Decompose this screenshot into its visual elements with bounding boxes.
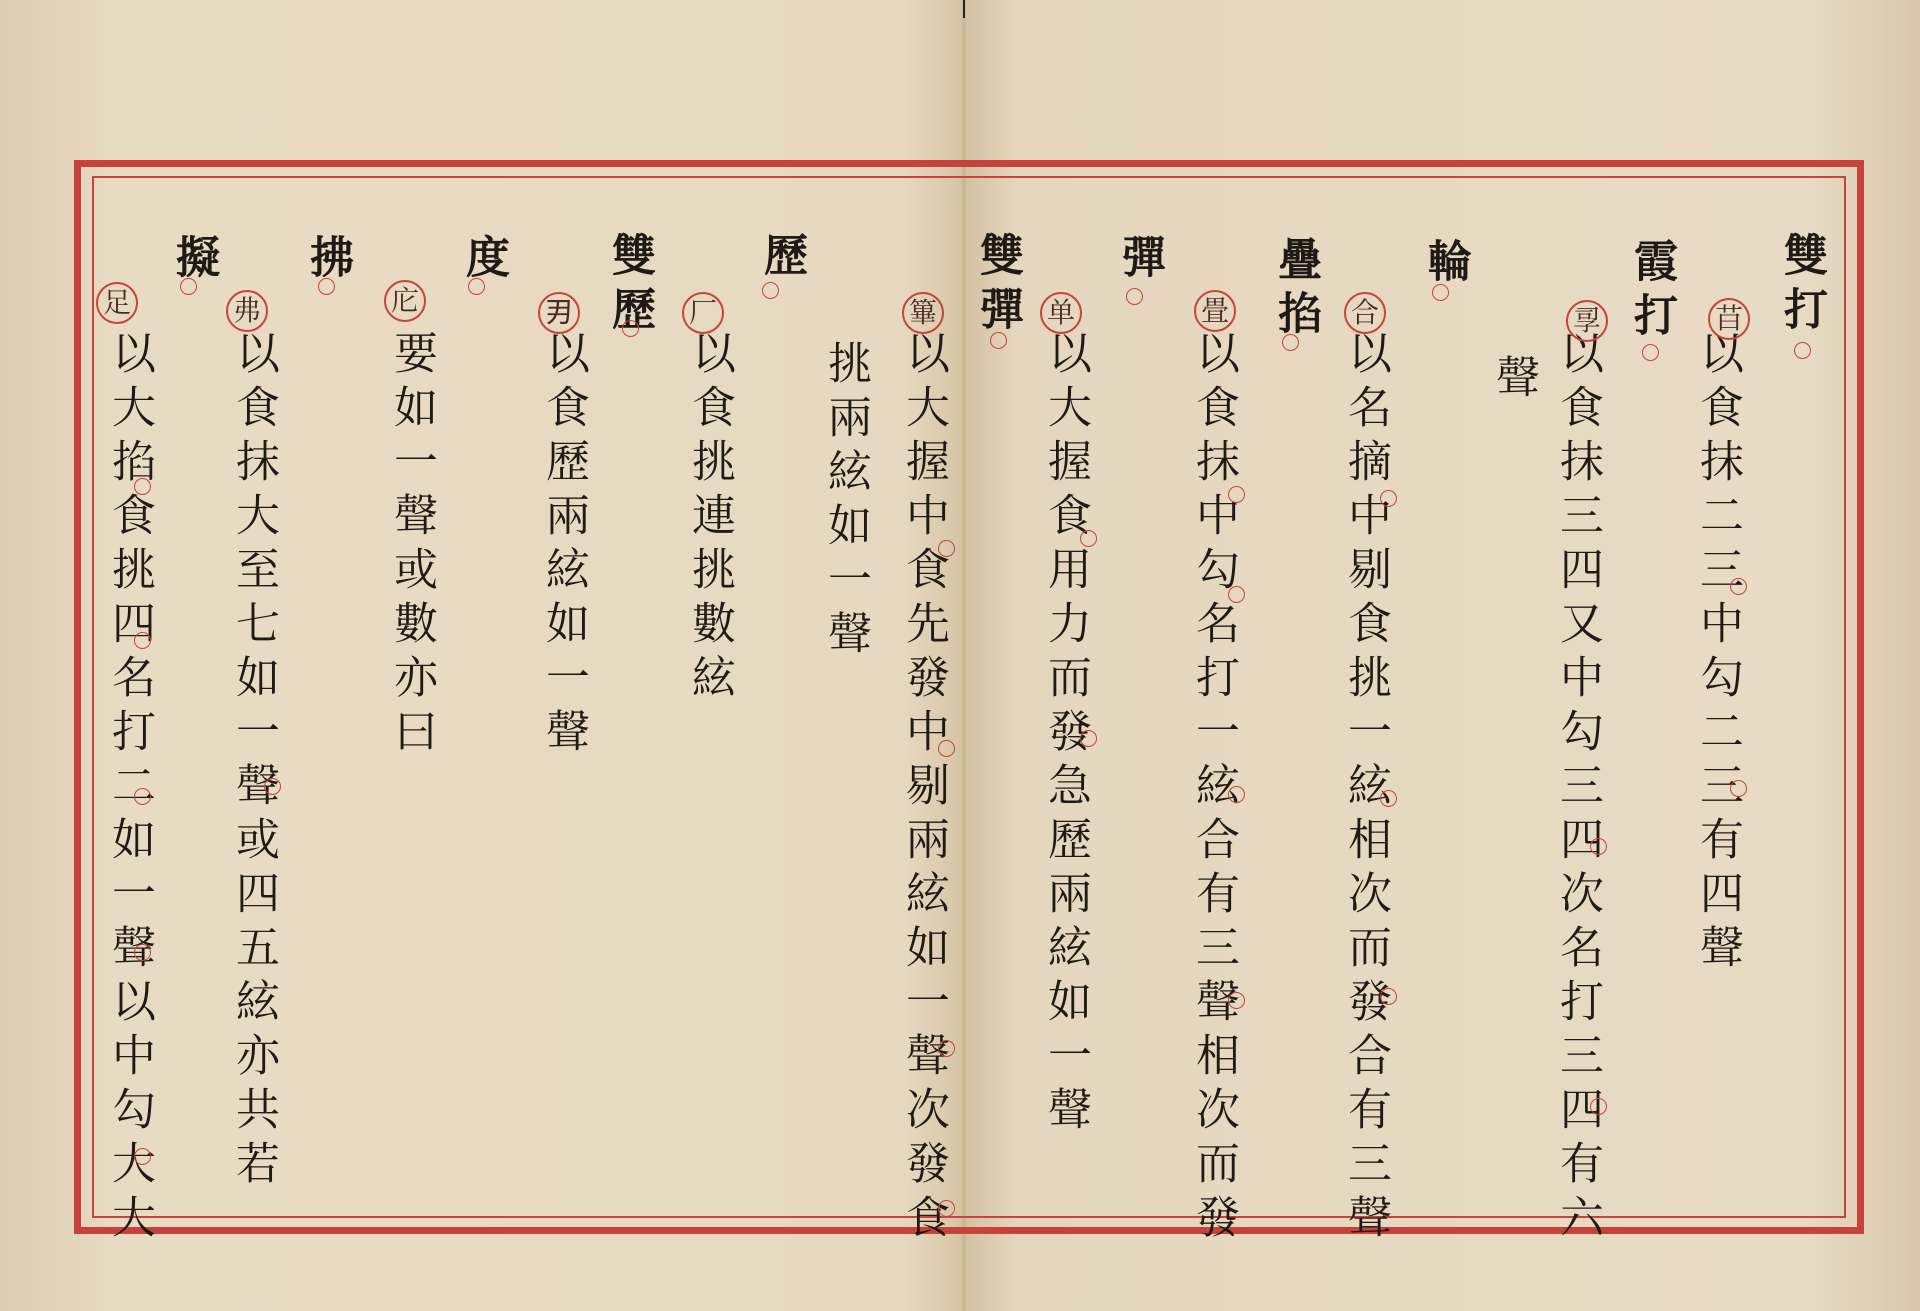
punct-circle <box>1228 586 1245 603</box>
heading-lun: 輪 <box>1420 238 1471 292</box>
abbr-circle-10: 弗 <box>226 290 268 332</box>
punct-circle <box>1590 1098 1607 1115</box>
heading-xia-da: 霞打 <box>1626 238 1677 346</box>
text-col-6: 以大握食用力而發急歷兩絃如一聲 <box>1040 330 1091 1140</box>
punct-circle <box>1380 988 1397 1005</box>
punct-circle <box>1228 486 1245 503</box>
punct-circle <box>1282 334 1299 351</box>
text-col-5: 以食抹中勾名打一絃合有三聲相次而發 <box>1188 330 1239 1248</box>
heading-du: 度 <box>458 234 509 288</box>
punct-circle <box>1228 786 1245 803</box>
punct-circle <box>1642 344 1659 361</box>
punct-circle <box>990 332 1007 349</box>
text-col-8: 挑兩絃如一聲 <box>820 340 871 664</box>
punct-circle <box>938 1200 955 1217</box>
text-col-3: 聲 <box>1488 354 1539 408</box>
heading-shuang-tan: 雙彈 <box>972 232 1023 340</box>
heading-die-qia: 疊掐 <box>1270 236 1321 344</box>
punct-circle <box>1730 780 1747 797</box>
abbr-circle-4: 畳 <box>1194 290 1236 332</box>
gutter-mark <box>963 0 965 18</box>
heading-li: 歷 <box>756 232 807 286</box>
punct-circle <box>1432 284 1449 301</box>
text-col-11: 要如一聲或數亦曰 <box>386 330 437 762</box>
punct-circle <box>134 944 151 961</box>
text-col-10: 以食歷兩絃如一聲 <box>538 330 589 762</box>
text-col-7: 以大握中食先發中剔兩絃如一聲次發食 <box>898 330 949 1248</box>
abbr-circle-5: 单 <box>1040 292 1082 334</box>
abbr-circle-9: 庀 <box>384 280 426 322</box>
heading-shuang-da: 雙打 <box>1776 232 1827 340</box>
punct-circle <box>264 778 281 795</box>
punct-circle <box>180 278 197 295</box>
text-col-4: 以名摘中剔食挑一絃相次而發合有三聲 <box>1340 330 1391 1248</box>
abbr-circle-3: 合 <box>1344 292 1386 334</box>
punct-circle <box>318 278 335 295</box>
text-col-12: 以食抹大至七如一聲或四五絃亦共若 <box>228 330 279 1194</box>
punct-circle <box>134 788 151 805</box>
abbr-circle-7: 厂 <box>682 292 724 334</box>
punct-circle <box>1380 790 1397 807</box>
heading-tan: 彈 <box>1114 234 1165 288</box>
punct-circle <box>622 320 639 337</box>
abbr-circle-8: 𭃂 <box>538 292 580 334</box>
punct-circle <box>1080 530 1097 547</box>
punct-circle <box>1126 288 1143 305</box>
punct-circle <box>938 1040 955 1057</box>
punct-circle <box>1228 992 1245 1009</box>
text-col-13: 以大掐食挑四名打二如一聲以中勾大大 <box>104 330 155 1248</box>
punct-circle <box>134 632 151 649</box>
abbr-circle-1: 䒤 <box>1708 298 1750 340</box>
punct-circle <box>938 740 955 757</box>
text-col-1: 以食抹二三中勾二三有四聲 <box>1692 330 1743 978</box>
heading-shuang-li: 雙歷 <box>604 232 655 340</box>
text-col-2: 以食抹三四又中勾三四次名打三四有六 <box>1552 330 1603 1248</box>
punct-circle <box>1730 578 1747 595</box>
punct-circle <box>134 1148 151 1165</box>
heading-ni: 擬 <box>168 234 219 288</box>
punct-circle <box>938 540 955 557</box>
abbr-circle-11: 足 <box>96 282 138 324</box>
heading-fu: 拂 <box>302 234 353 288</box>
punct-circle <box>468 278 485 295</box>
punct-circle <box>1380 490 1397 507</box>
punct-circle <box>1794 342 1811 359</box>
abbr-circle-2: 孠 <box>1566 300 1608 342</box>
text-col-9: 以食挑連挑數絃 <box>684 330 735 708</box>
punct-circle <box>1590 838 1607 855</box>
punct-circle <box>762 282 779 299</box>
punct-circle <box>1080 730 1097 747</box>
abbr-circle-6: 篳 <box>902 292 944 334</box>
punct-circle <box>134 478 151 495</box>
